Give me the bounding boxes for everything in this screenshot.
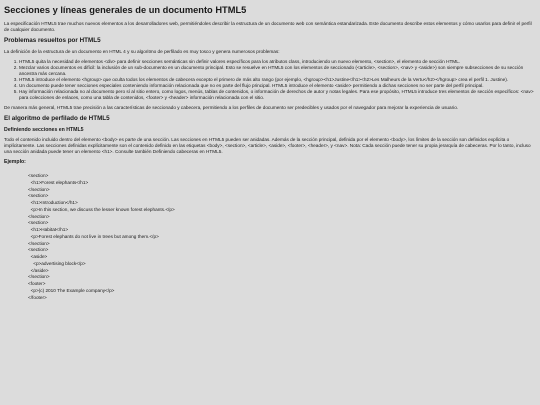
code-line: </section> (28, 213, 50, 219)
code-line: <section> (28, 193, 49, 199)
example-label: Ejemplo: (4, 159, 26, 165)
problems-intro: La definición de la estructura de un documento en HTML 4 y su algoritmo de perfilado es muy tosco y genera numerosos problemas: (4, 49, 280, 54)
problems-list (4, 59, 536, 101)
code-example (28, 173, 536, 302)
code-line: <section> (28, 173, 49, 178)
code-line: </aside> (28, 267, 49, 273)
code-line: <p>(c) 2010 The Example company</p> (28, 288, 115, 294)
code-line: <p>Forest elephants do not live in trees but among them.</p> (28, 233, 159, 239)
code-line: <footer> (28, 281, 46, 287)
code-line: </footer> (28, 294, 47, 300)
code-line: <h1>Forest elephants</h1> (28, 179, 89, 185)
code-line: </section> (28, 186, 50, 192)
list-item: 3. HTML5 introduce el elemento <hgroup> que oculta todos los elementos de cabecera excepto el primero de más alto rango (por ejemplo, <hgroup><h1>Justine</h1><h2>Les Malheurs de la Vertu</h2></hgroup> crea el perfil 1. Justine). (19, 77, 536, 83)
code-line: <section> (28, 220, 49, 226)
problems-heading: Problemas resueltos por HTML5 (4, 37, 101, 44)
algorithm-heading: El algoritmo de perfilado de HTML5 (4, 115, 110, 122)
code-line: </section> (28, 274, 50, 280)
code-line: <p>advertising block</p> (28, 260, 86, 266)
code-line: <section> (28, 247, 49, 253)
code-line: <h1>Introduction</h1> (28, 200, 78, 206)
list-item: 1. HTML5 quita la necesidad de elementos <div> para definir secciones semánticas sin definir valores específicos para los atributos class, introduciendo un nuevo elemento, <section>, el elemento de sección HTML. (19, 59, 536, 65)
problems-summary: De manera más general, HTML5 trae precisión a las características de seccionado y cabecera, permitiendo a los perfiles de documento ser predecibles y usados por el navegador para mejorar la experiencia de usuario. (4, 105, 459, 110)
code-line: <h1>Habitat</h1> (28, 227, 69, 233)
sections-subheading: Definiendo secciones en HTML5 (4, 127, 84, 133)
list-item: 4. Un documento puede tener secciones especiales conteniendo información relacionada que no es parte del flujo principal. HTML5 introduce el elemento <aside> permitiendo a dichas secciones no ser parte del perfil principal. (19, 83, 536, 89)
list-item: 2. Mezclar varios documentos es difícil: la inclusión de un sub-documento en un documento principal. Esto se resuelve en HTML5 con los elementos de seccionado (<article>, <section>, <nav> y <aside>) son siempre subsecciones de su sección ancestra más cercana. (19, 65, 536, 77)
code-line: </section> (28, 240, 50, 246)
sections-paragraph: Todo el contenido incluido dentro del elemento <body> es parte de una sección. Las secciones en HTML5 pueden ser anidadas. Además de la sección principal, definida por el elemento <body>, los límites de la sección son definidos explícita o implícitamente. Las secciones definidas explícitamente son el contenido definido en las etiquetas <body>, <section>, <article>, <aside>, <footer>, <header>, y <nav>. Nota: Cada sección puede tener su propia jerarquía de cabeceras. Por lo tanto, incluso una sección anidada puede tener un elemento <h1>. Consulte también Definiendo cabeceras en HTML5. (4, 137, 531, 154)
code-line: <aside> (28, 254, 48, 260)
page-title: Secciones y líneas generales de un documento HTML5 (4, 5, 247, 15)
list-item: 5. Hay información relacionada no al documento pero sí al sitio entero, como logos, menús, tablas de contenidos, o información de derechos de autor y notas legales. Para ese propósito, HTML5 introduce tres elementos de sección específicos: <nav> para colecciones de enlaces, como una tabla de contenidos, <footer> y <header> información relacionada con el sitio. (19, 89, 536, 101)
intro-paragraph: La especificación HTML5 trae muchos nuevos elementos a los desarrolladores web, permitiéndoles describir la estructura de un documento web con semántica estandarizada. Este documento describe estos elementos y cómo usarlos para definir el perfil de cualquier documento. (4, 21, 532, 32)
code-line: <p>In this section, we discuss the lesser known forest elephants.</p> (28, 206, 175, 212)
